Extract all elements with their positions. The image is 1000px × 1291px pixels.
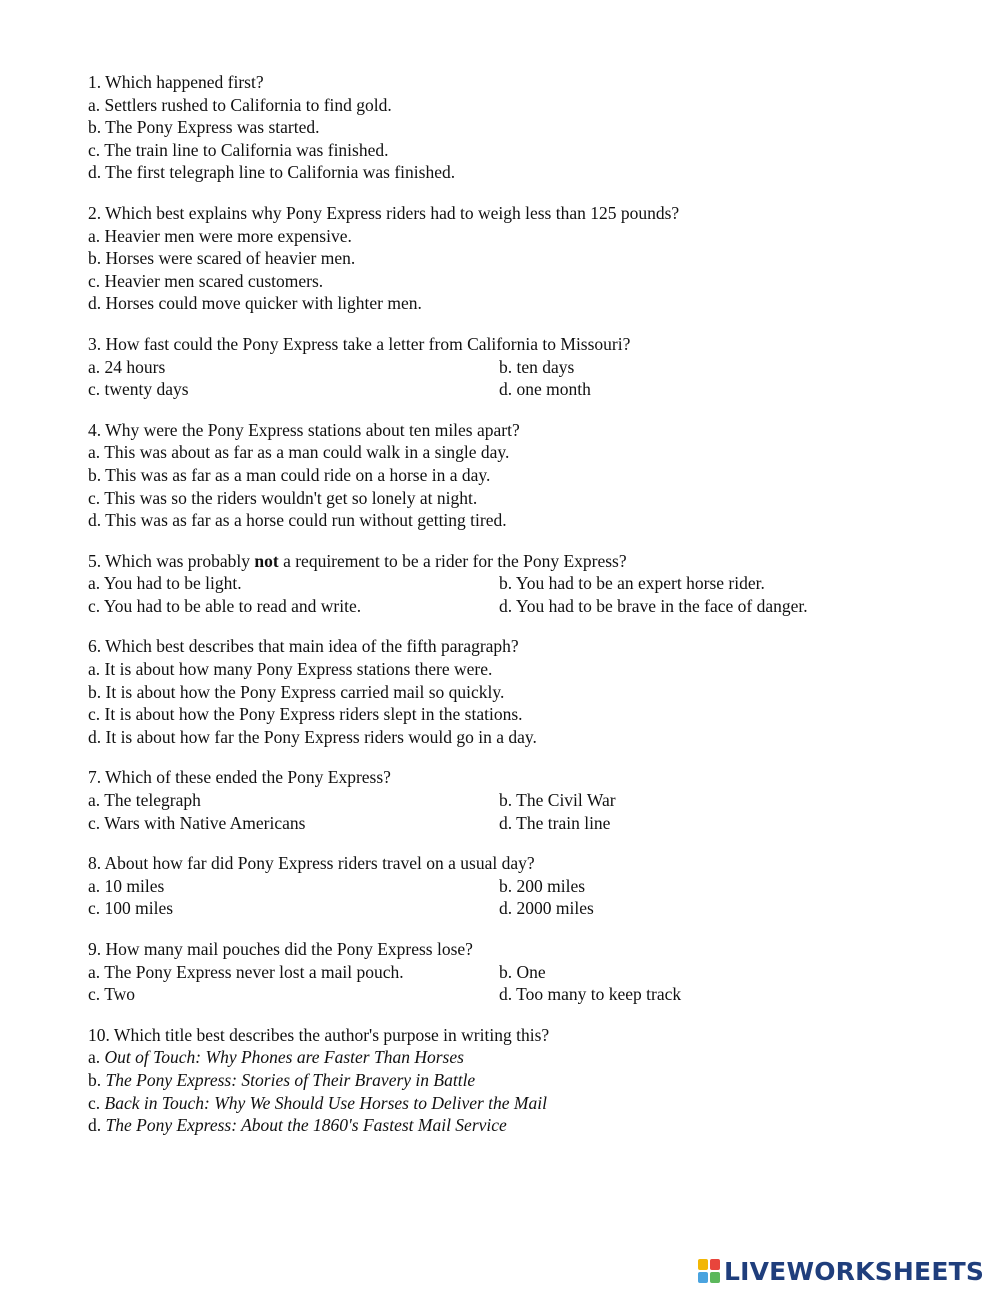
answer-row	[88, 983, 968, 1006]
answer-letter: b.	[88, 1069, 106, 1090]
answer-option-a: a. 24 hours	[88, 356, 166, 377]
answer-option-b	[88, 1069, 968, 1092]
answer-title: Back in Touch: Why We Should Use Horses to Deliver the Mail	[104, 1092, 547, 1113]
question-stem: 10. Which title best describes the author's purpose in writing this?	[88, 1024, 550, 1045]
answer-option-b: b. 200 miles	[499, 875, 586, 896]
answer-option-b: b. One	[499, 961, 546, 982]
answer-option-d	[88, 1114, 968, 1137]
answer-option-c: c. Wars with Native Americans	[88, 812, 306, 833]
question-stem: 6. Which best describes that main idea of the fifth paragraph?	[88, 636, 519, 657]
answer-option-c: c. 100 miles	[88, 898, 174, 919]
answer-title: The Pony Express: About the 1860's Fastest Mail Service	[105, 1115, 507, 1136]
answer-option-d: d. The first telegraph line to California was finished.	[88, 162, 456, 183]
answer-option-a: a. Settlers rushed to California to find gold.	[88, 94, 392, 115]
liveworksheets-brand	[698, 1256, 984, 1286]
answer-option-c: c. It is about how the Pony Express riders slept in the stations.	[88, 704, 523, 725]
question-10	[88, 1024, 968, 1137]
answer-option-a: a. This was about as far as a man could walk in a single day.	[88, 442, 510, 463]
liveworksheets-logo-icon	[698, 1259, 720, 1283]
answer-row	[88, 572, 968, 595]
question-stem: 7. Which of these ended the Pony Express?	[88, 767, 391, 788]
answer-option-c	[88, 1092, 968, 1115]
answer-letter: a.	[88, 1047, 105, 1068]
answer-row	[88, 961, 968, 984]
question-3	[88, 333, 968, 401]
question-5	[88, 550, 968, 618]
answer-title: Out of Touch: Why Phones are Faster Than Horses	[104, 1047, 464, 1068]
answer-option-c: c. Heavier men scared customers.	[88, 270, 324, 291]
answer-option-c: c. You had to be able to read and write.	[88, 595, 362, 616]
answer-option-b: b. The Civil War	[499, 790, 616, 811]
answer-row	[88, 875, 968, 898]
answer-option-b: b. ten days	[499, 356, 575, 377]
answer-row	[88, 595, 968, 618]
answer-row	[88, 378, 968, 401]
question-stem: 2. Which best explains why Pony Express riders had to weigh less than 125 pounds?	[88, 202, 680, 223]
worksheet-page	[88, 71, 968, 1155]
answer-option-d: d. Horses could move quicker with lighter men.	[88, 293, 422, 314]
answer-option-a: a. Heavier men were more expensive.	[88, 225, 352, 246]
logo-square	[710, 1259, 720, 1270]
question-stem: 3. How fast could the Pony Express take a letter from California to Missouri?	[88, 333, 631, 354]
logo-square	[698, 1272, 708, 1283]
brand-name: LIVEWORKSHEETS	[724, 1256, 985, 1286]
answer-option-b: b. Horses were scared of heavier men.	[88, 248, 356, 269]
question-stem: 4. Why were the Pony Express stations about ten miles apart?	[88, 419, 520, 440]
question-4	[88, 419, 968, 532]
answer-letter: d.	[88, 1115, 106, 1136]
question-stem: 9. How many mail pouches did the Pony Express lose?	[88, 939, 473, 959]
answer-option-c: c. This was so the riders wouldn't get so lonely at night.	[88, 487, 478, 508]
logo-square	[698, 1259, 708, 1270]
answer-option-c: c. Two	[88, 984, 136, 1005]
question-1	[88, 71, 968, 184]
answer-option-d: d. It is about how far the Pony Express riders would go in a day.	[88, 726, 537, 747]
answer-option-a: a. You had to be light.	[88, 573, 242, 594]
answer-letter: c.	[88, 1092, 105, 1113]
answer-option-d: d. The train line	[499, 812, 611, 833]
answer-option-d: d. You had to be brave in the face of danger.	[499, 595, 808, 616]
question-stem-emphasis: not	[254, 550, 279, 571]
question-7	[88, 766, 968, 834]
answer-option-a: a. The Pony Express never lost a mail pouch.	[88, 961, 404, 982]
question-stem-end: a requirement to be a rider for the Pony Express?	[278, 550, 627, 571]
question-stem	[88, 550, 968, 573]
answer-option-d: d. This was as far as a horse could run without getting tired.	[88, 510, 507, 531]
answer-option-a	[88, 1046, 968, 1069]
answer-option-b: b. The Pony Express was started.	[88, 117, 320, 138]
answer-row	[88, 356, 968, 379]
question-2	[88, 202, 968, 315]
answer-option-b: b. It is about how the Pony Express carried mail so quickly.	[88, 681, 505, 702]
answer-option-d: d. Too many to keep track	[499, 984, 682, 1005]
answer-option-d: d. 2000 miles	[499, 898, 594, 919]
question-9	[88, 938, 968, 1006]
answer-title: The Pony Express: Stories of Their Bravery in Battle	[105, 1069, 476, 1090]
answer-option-b: b. This was as far as a man could ride on a horse in a day.	[88, 464, 491, 485]
answer-option-a: a. The telegraph	[88, 790, 201, 811]
question-6	[88, 635, 968, 748]
question-stem: 1. Which happened first?	[88, 72, 264, 92]
answer-option-a: a. 10 miles	[88, 875, 165, 896]
question-stem-start: 5. Which was probably	[88, 550, 255, 571]
answer-option-c: c. The train line to California was finished.	[88, 139, 389, 160]
question-8	[88, 852, 968, 920]
answer-row	[88, 897, 968, 920]
answer-option-d: d. one month	[499, 379, 591, 400]
answer-option-c: c. twenty days	[88, 379, 189, 400]
answer-option-a: a. It is about how many Pony Express stations there were.	[88, 659, 493, 680]
logo-square	[710, 1272, 720, 1283]
answer-row	[88, 789, 968, 812]
question-stem: 8. About how far did Pony Express riders travel on a usual day?	[88, 853, 535, 874]
answer-option-b: b. You had to be an expert horse rider.	[499, 573, 765, 594]
answer-row	[88, 812, 968, 835]
